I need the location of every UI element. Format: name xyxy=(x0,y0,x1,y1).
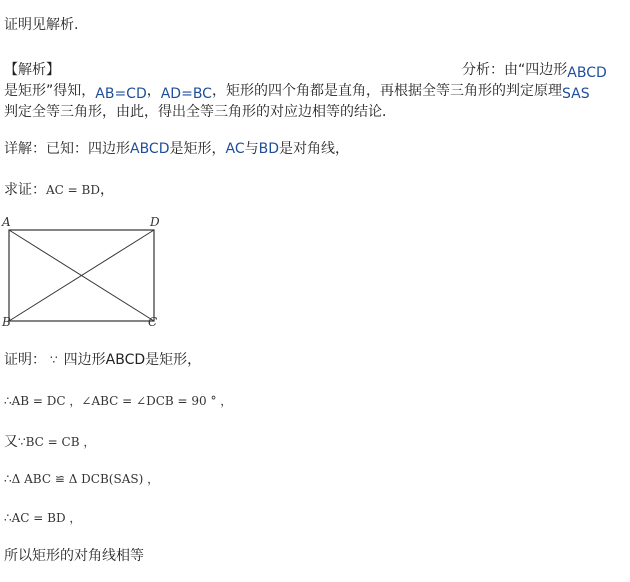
proof-line3 xyxy=(4,431,95,451)
eq-ad-bc: AD=BC xyxy=(160,86,212,102)
sas-text: SAS xyxy=(561,86,590,102)
analysis-line3: 判定全等三角形，由此，得出全等三角形的对应边相等的结论． xyxy=(4,104,396,120)
label-b: B xyxy=(2,315,11,329)
answer-text: 证明见解析. xyxy=(4,17,79,33)
proof-line5: ∴AC = BD ， xyxy=(4,511,82,525)
prove-expr: AC = BD xyxy=(46,183,100,197)
because-symbol: ∵ xyxy=(50,353,58,367)
label-a: A xyxy=(2,215,11,229)
eq-ab-cd: AB=CD xyxy=(95,86,147,102)
detail-suffix: 是对角线， xyxy=(279,141,349,157)
proof-line3-math: ∵BC = CB ， xyxy=(18,435,96,449)
proof-prefix: 证明： xyxy=(4,352,46,368)
prove-line xyxy=(4,179,114,199)
proof-line1 xyxy=(4,349,201,369)
label-d: D xyxy=(150,215,160,229)
analysis-line2 xyxy=(4,80,590,100)
detail-bd: BD xyxy=(258,141,279,157)
detail-ac: AC xyxy=(225,141,245,157)
line2-c: ，矩形的四个角都是直角，再根据全等三角形的判定原理 xyxy=(211,83,562,99)
fenxi-abcd: ABCD xyxy=(567,65,607,81)
proof-line1-text: 四边形ABCD是矩形， xyxy=(63,352,202,368)
proof-line4: ∴Δ ABC ≌ Δ DCB(SAS) ， xyxy=(4,472,160,486)
detail-mid2: 与 xyxy=(244,141,259,157)
detail-prefix: 详解：已知：四边形 xyxy=(4,141,130,157)
detail-mid1: 是矩形， xyxy=(169,141,226,157)
proof-conclusion: 所以矩形的对角线相等 xyxy=(4,548,144,564)
prove-label: 求证： xyxy=(4,182,46,198)
proof-line2: ∴AB = DC ，∠ABC = ∠DCB = 90 ° ， xyxy=(4,394,233,408)
line2-a: 是矩形”得知， xyxy=(4,83,96,99)
proof-line3-you: 又 xyxy=(4,434,18,450)
line2-b: ， xyxy=(146,83,161,99)
analysis-fenxi xyxy=(462,59,607,79)
detail-abcd: ABCD xyxy=(130,141,170,157)
analysis-header: 【解析】 xyxy=(4,62,60,78)
prove-suffix: ， xyxy=(99,182,114,198)
detail-line xyxy=(4,138,349,158)
label-c: C xyxy=(148,315,158,329)
fenxi-label: 分析：由“四边形 xyxy=(462,62,568,78)
